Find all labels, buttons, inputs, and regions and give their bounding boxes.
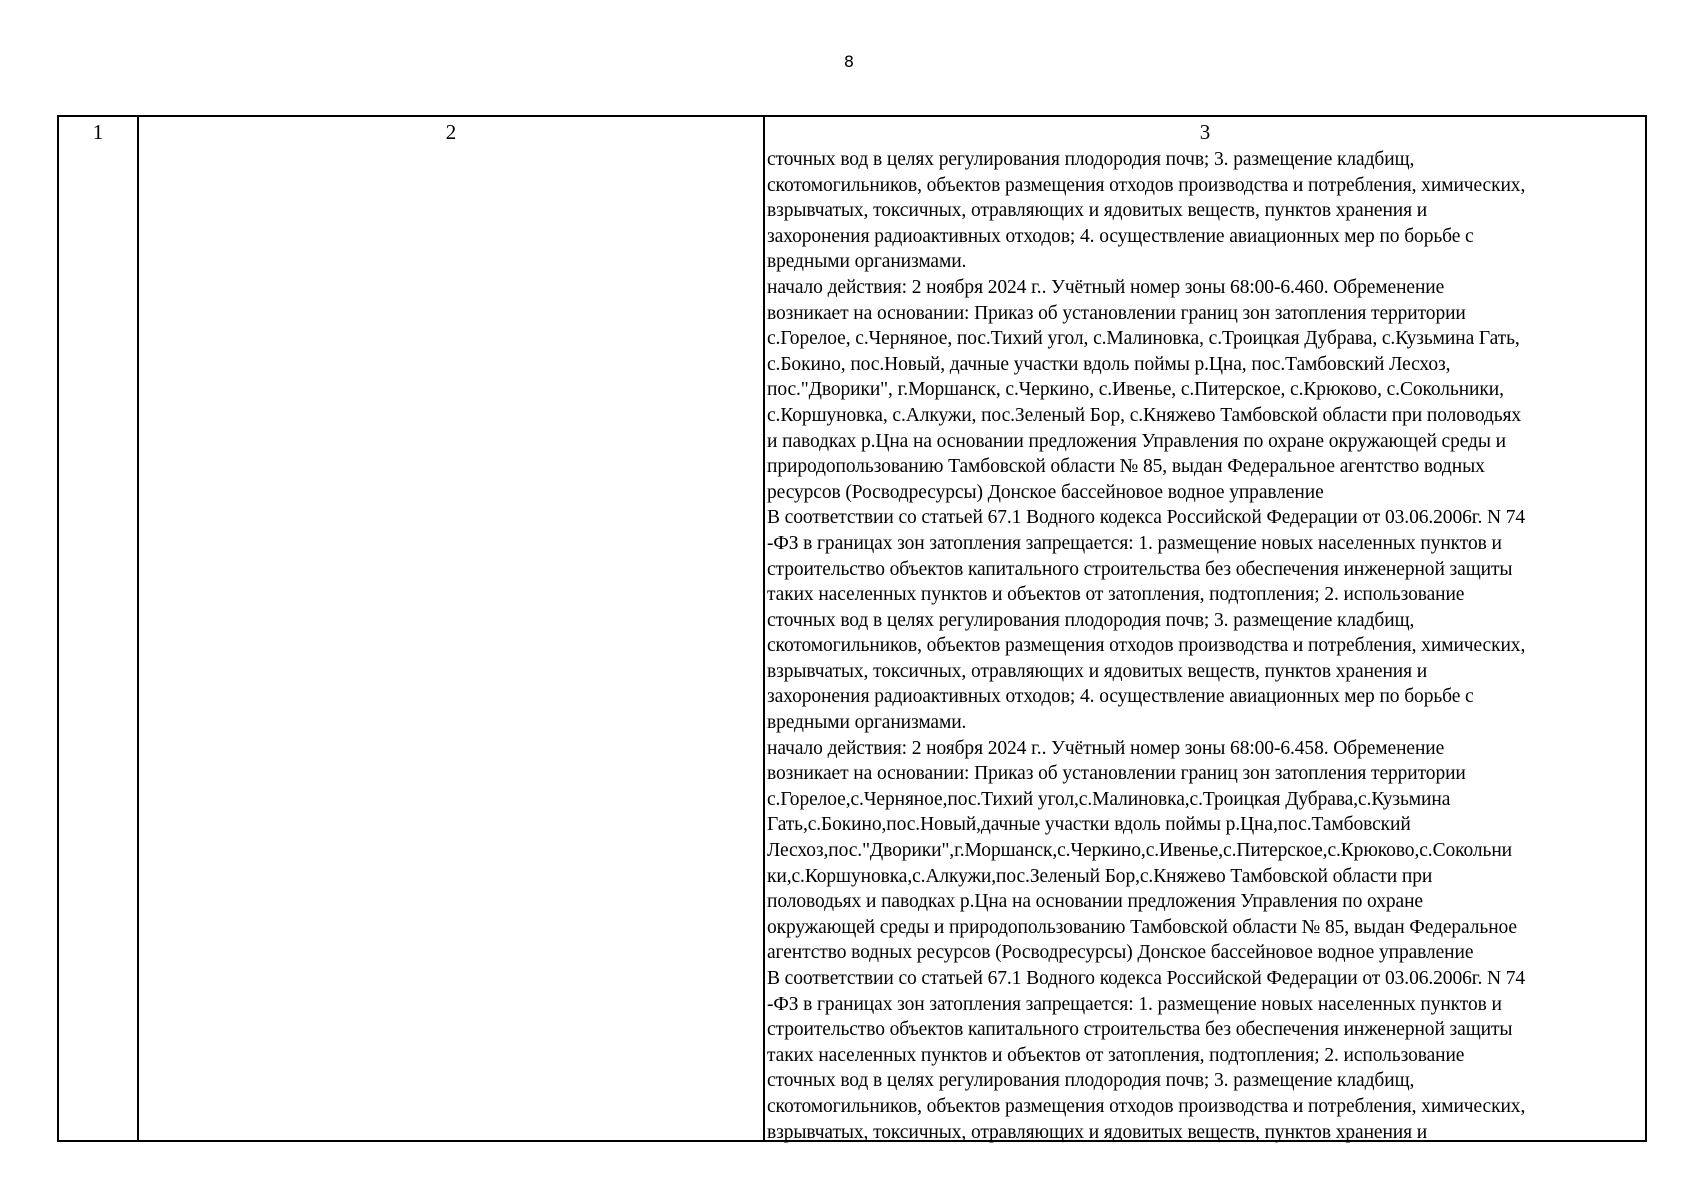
text-line: В соответствии со статьей 67.1 Водного кодекса Российской Федерации от 03.06.2006г. N 74 — [767, 507, 1526, 529]
text-line: и паводках р.Цна на основании предложения Управления по охране окружающей среды и — [767, 430, 1506, 452]
text-line: вредными организмами. — [767, 712, 967, 734]
text-line: ки,с.Коршуновка,с.Алкужи,пос.Зеленый Бор,с.Княжево Тамбовской области при — [767, 865, 1433, 887]
text-line: таких населенных пунктов и объектов от затопления, подтопления; 2. использование — [767, 1044, 1465, 1066]
text-line: таких населенных пунктов и объектов от затопления, подтопления; 2. использование — [767, 584, 1465, 606]
text-line: начало действия: 2 ноября 2024 г.. Учётный номер зоны 68:00-6.458. Обременение — [767, 737, 1445, 759]
text-line: возникает на основании: Приказ об установлении границ зон затопления территории — [767, 302, 1466, 324]
text-line: с.Коршуновка, с.Алкужи, пос.Зеленый Бор, с.Княжево Тамбовской области при половодьях — [767, 404, 1522, 426]
text-line: сточных вод в целях регулирования плодородия почв; 3. размещение кладбищ, — [767, 1070, 1415, 1092]
text-line: возникает на основании: Приказ об установлении границ зон затопления территории — [767, 763, 1466, 785]
page-number: 8 — [843, 52, 855, 71]
text-line: взрывчатых, токсичных, отравляющих и ядовитых веществ, пунктов хранения и — [767, 660, 1428, 682]
column-divider-1 — [137, 117, 139, 1140]
column-header-1: 1 — [92, 120, 104, 144]
text-line: скотомогильников, объектов размещения отходов производства и потребления, химических, — [767, 174, 1526, 196]
document-table — [57, 115, 1647, 1142]
text-line: взрывчатых, токсичных, отравляющих и ядовитых веществ, пунктов хранения и — [767, 1121, 1428, 1143]
text-line: Лесхоз,пос."Дворики",г.Моршанск,с.Черкино,с.Ивенье,с.Питерское,с.Крюково,с.Сокольни — [767, 840, 1512, 862]
text-line: с.Бокино, пос.Новый, дачные участки вдоль поймы р.Цна, пос.Тамбовский Лесхоз, — [767, 353, 1451, 375]
text-line: взрывчатых, токсичных, отравляющих и ядовитых веществ, пунктов хранения и — [767, 200, 1428, 222]
text-line: с.Горелое, с.Черняное, пос.Тихий угол, с.Малиновка, с.Троицкая Дубрава, с.Кузьмина Гать, — [767, 328, 1520, 350]
text-line: ресурсов (Росводресурсы) Донское бассейновое водное управление — [767, 481, 1324, 503]
text-line: с.Горелое,с.Черняное,пос.Тихий угол,с.Малиновка,с.Троицкая Дубрава,с.Кузьмина — [767, 788, 1451, 810]
text-line: скотомогильников, объектов размещения отходов производства и потребления, химических, — [767, 1095, 1526, 1117]
text-line: В соответствии со статьей 67.1 Водного кодекса Российской Федерации от 03.06.2006г. N 74 — [767, 968, 1526, 989]
text-line: -ФЗ в границах зон затопления запрещается: 1. размещение новых населенных пунктов и — [767, 532, 1502, 554]
column-3-cell-text — [767, 147, 1647, 1145]
text-line: строительство объектов капитального строительства без обеспечения инженерной защиты — [767, 558, 1513, 580]
text-line: начало действия: 2 ноября 2024 г.. Учётный номер зоны 68:00-6.460. Обременение — [767, 276, 1445, 298]
text-line: вредными организмами. — [767, 251, 967, 273]
text-line: -ФЗ в границах зон затопления запрещается: 1. размещение новых населенных пунктов и — [767, 993, 1502, 1015]
column-header-3: 3 — [1199, 120, 1211, 144]
text-line: сточных вод в целях регулирования плодородия почв; 3. размещение кладбищ, — [767, 609, 1415, 631]
text-line: сточных вод в целях регулирования плодородия почв; 3. размещение кладбищ, — [767, 149, 1415, 170]
text-line: окружающей среды и природопользованию Тамбовской области № 85, выдан Федеральное — [767, 916, 1517, 938]
text-line: природопользованию Тамбовской области № 85, выдан Федеральное агентство водных — [767, 456, 1485, 478]
column-divider-2 — [763, 117, 765, 1140]
text-line: половодьях и паводках р.Цна на основании предложения Управления по охране — [767, 891, 1423, 913]
text-line: строительство объектов капитального строительства без обеспечения инженерной защиты — [767, 1019, 1513, 1041]
text-line: захоронения радиоактивных отходов; 4. осуществление авиационных мер по борьбе с — [767, 686, 1474, 708]
column-header-2: 2 — [445, 120, 457, 144]
text-line: агентство водных ресурсов (Росводресурсы) Донское бассейновое водное управление — [767, 942, 1474, 964]
text-line: Гать,с.Бокино,пос.Новый,дачные участки вдоль поймы р.Цна,пос.Тамбовский — [767, 814, 1411, 836]
text-line: скотомогильников, объектов размещения отходов производства и потребления, химических, — [767, 635, 1526, 657]
text-line: пос."Дворики", г.Моршанск, с.Черкино, с.Ивенье, с.Питерское, с.Крюково, с.Сокольники, — [767, 379, 1504, 401]
text-line: захоронения радиоактивных отходов; 4. осуществление авиационных мер по борьбе с — [767, 225, 1474, 247]
